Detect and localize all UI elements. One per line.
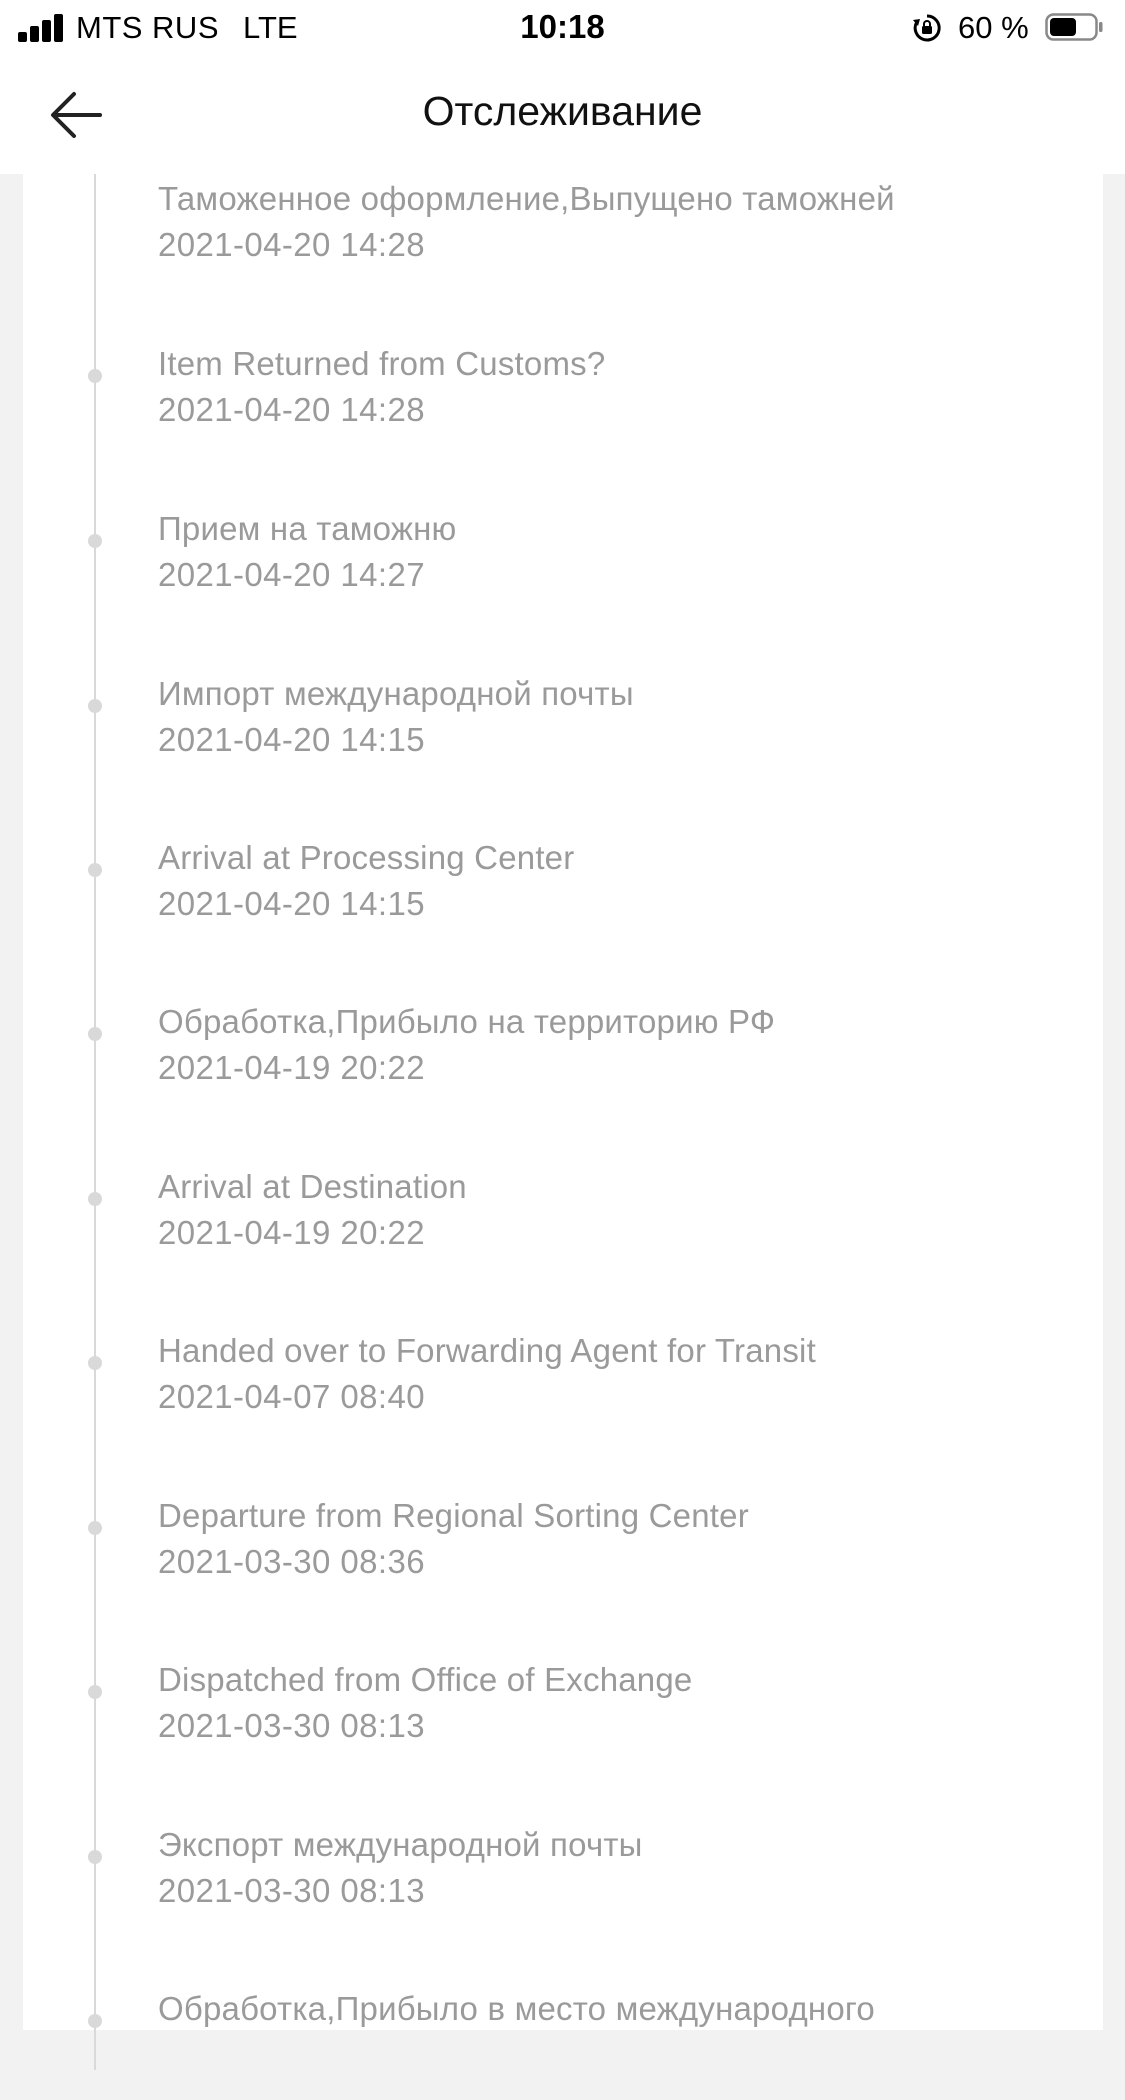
timeline-event: [23, 1990, 1103, 2100]
status-bar: [0, 0, 1125, 58]
tracking-timeline[interactable]: [23, 130, 1103, 2030]
timeline-dot: [88, 1356, 102, 1370]
timeline-dot: [88, 1685, 102, 1699]
carrier-name: MTS RUS: [76, 10, 219, 45]
event-time: 2021-04-20 14:28: [158, 391, 425, 428]
timeline-event: [23, 1826, 1103, 1936]
event-title: Прием на таможню: [158, 510, 457, 547]
event-time: 2021-04-20 14:27: [158, 556, 425, 593]
event-title: Импорт международной почты: [158, 675, 634, 712]
timeline-dot: [88, 369, 102, 383]
event-title: Таможенное оформление,Выпущено таможней: [158, 180, 895, 217]
timeline-event: [23, 839, 1103, 949]
top-bar: [0, 0, 1125, 174]
nav-bar: [0, 58, 1125, 174]
timeline-dot: [88, 2014, 102, 2028]
event-time: 2021-04-19 20:22: [158, 1049, 425, 1086]
timeline-event: [23, 1332, 1103, 1442]
timeline-event: [23, 1003, 1103, 1113]
timeline-event: [23, 180, 1103, 290]
timeline-dot: [88, 1521, 102, 1535]
timeline-event: [23, 1661, 1103, 1771]
event-time: 2021-04-19 20:22: [158, 1214, 425, 1251]
status-time: 10:18: [520, 8, 605, 45]
event-time: 2021-03-30 08:36: [158, 1543, 425, 1580]
timeline-dot: [88, 1192, 102, 1206]
event-time: 2021-03-30 08:13: [158, 1707, 425, 1744]
timeline-event: [23, 510, 1103, 620]
event-title: Handed over to Forwarding Agent for Transit: [158, 1332, 816, 1369]
timeline-line: [94, 170, 96, 2070]
timeline-dot: [88, 1850, 102, 1864]
event-time: 2021-04-20 14:15: [158, 721, 425, 758]
timeline-dot: [88, 699, 102, 713]
rotation-lock-icon: [912, 13, 942, 43]
timeline-dot: [88, 863, 102, 877]
event-time: 2021-03-30 08:13: [158, 1872, 425, 1909]
timeline-event: [23, 1497, 1103, 1607]
event-time: 2021-04-20 14:28: [158, 226, 425, 263]
battery-percent: 60 %: [958, 10, 1029, 45]
timeline-event: [23, 1168, 1103, 1278]
event-title: Arrival at Processing Center: [158, 839, 575, 876]
event-title: Item Returned from Customs?: [158, 345, 606, 382]
event-time: 2021-04-07 08:40: [158, 1378, 425, 1415]
timeline-event: [23, 675, 1103, 785]
event-time: 2021-04-20 14:15: [158, 885, 425, 922]
event-title: Обработка,Прибыло в место международного: [158, 1990, 875, 2027]
timeline-dot: [88, 1027, 102, 1041]
timeline-dot: [88, 534, 102, 548]
event-title: Обработка,Прибыло на территорию РФ: [158, 1003, 776, 1040]
network-type: LTE: [243, 10, 298, 45]
event-title: Departure from Regional Sorting Center: [158, 1497, 749, 1534]
page-title: Отслеживание: [422, 88, 703, 134]
timeline-event: [23, 345, 1103, 455]
battery-icon: [1045, 12, 1103, 42]
event-title: Dispatched from Office of Exchange: [158, 1661, 693, 1698]
event-title: Экспорт международной почты: [158, 1826, 643, 1863]
event-title: Arrival at Destination: [158, 1168, 467, 1205]
